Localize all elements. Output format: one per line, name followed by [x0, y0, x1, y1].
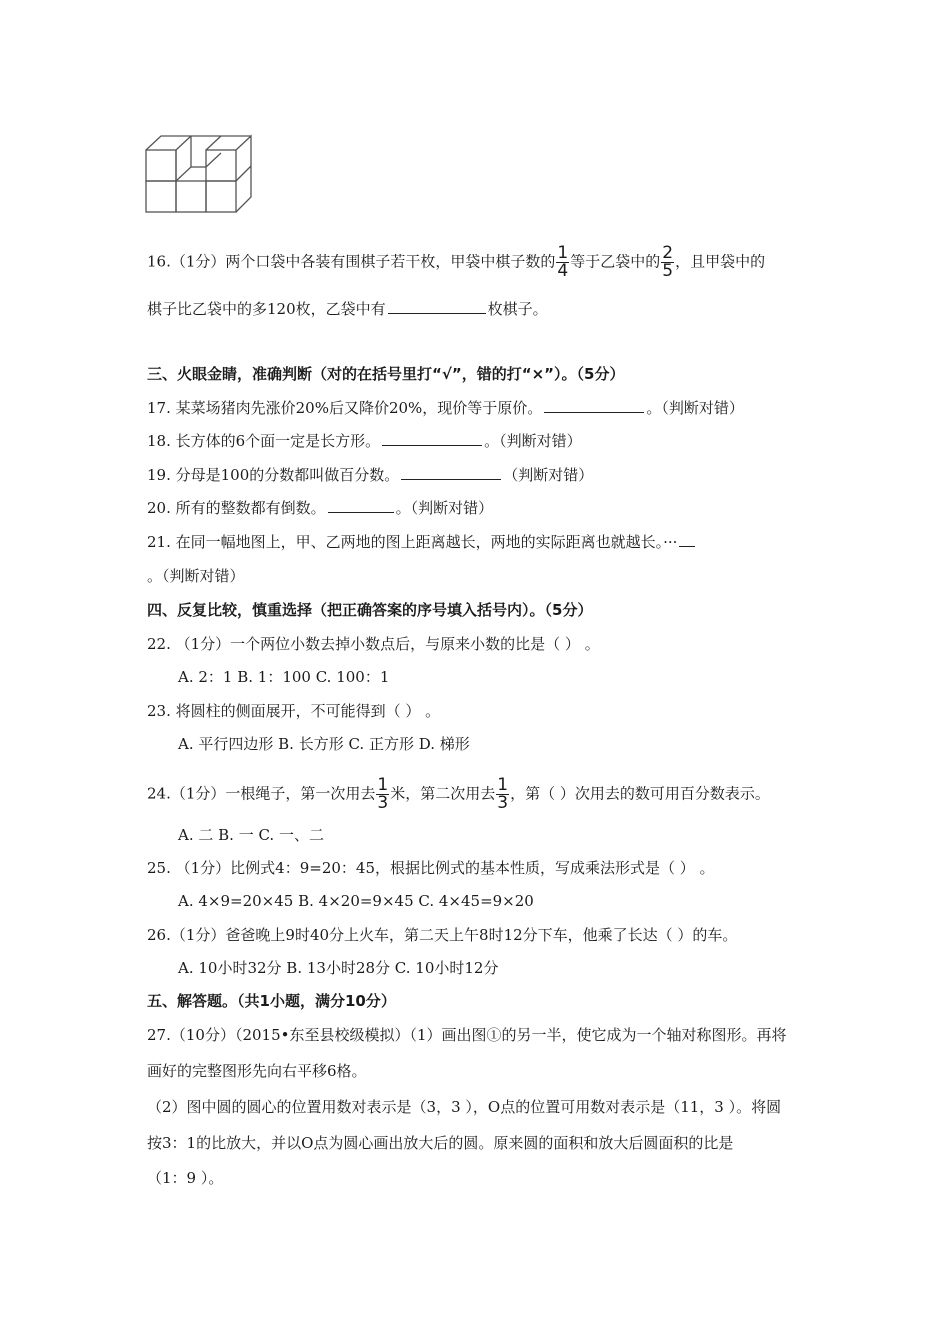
q16-text-e: 枚棋子。 [487, 300, 548, 318]
q19 [147, 464, 593, 485]
section-3-heading: 三、火眼金睛，准确判断（对的在括号里打“√”，错的打“×”）。（5分） [147, 365, 625, 383]
q20-text: 20. 所有的整数都有倒数。 [147, 499, 326, 517]
q21 [147, 531, 697, 552]
q18-text: 18. 长方体的6个面一定是长方形。 [147, 432, 381, 450]
q19-suffix: （判断对错） [503, 466, 594, 484]
q27-line4: 按3：1的比放大，并以O点为圆心画出放大后的圆。原来圆的面积和放大后圆面积的比是 [147, 1134, 734, 1152]
q27-line2: 画好的完整图形先向右平移6格。 [147, 1062, 367, 1080]
fraction-numerator: 2 [662, 243, 674, 263]
q22-options: A. 2：1 B. 1：100 C. 100：1 [178, 668, 390, 686]
q27-line5: （1：9 ）。 [147, 1169, 224, 1187]
answer-blank[interactable] [544, 397, 644, 413]
q16-text-b: 等于乙袋中的 [570, 252, 661, 271]
q23: 23. 将圆柱的侧面展开，不可能得到（ ） 。 [147, 702, 441, 720]
fraction-numerator: 1 [497, 775, 509, 795]
q21-suffix: 。（判断对错） [147, 567, 245, 585]
q26: 26.（1分）爸爸晚上9时40分上火车，第二天上午8时12分下车，他乘了长达（ ）的车。 [147, 926, 738, 944]
answer-blank[interactable] [328, 497, 394, 513]
fraction-denominator: 4 [557, 261, 569, 281]
q27-line3: （2）图中圆的圆心的位置用数对表示是（3，3 ），O点的位置可用数对表示是（11，3 ）。将圆 [147, 1098, 782, 1116]
fraction-denominator: 3 [497, 793, 509, 813]
fraction-denominator: 5 [662, 261, 674, 281]
q20-suffix: 。（判断对错） [395, 499, 494, 517]
q17 [147, 397, 744, 418]
fraction-one-third [496, 777, 509, 812]
q24-text-a: 24.（1分）一根绳子，第一次用去 [147, 784, 376, 803]
q17-text: 17. 某菜场猪肉先涨价20%后又降价20%，现价等于原价。 [147, 399, 543, 417]
q20 [147, 497, 493, 518]
q25: 25. （1分）比例式4：9=20：45，根据比例式的基本性质，写成乘法形式是（ ） 。 [147, 859, 715, 877]
q16-text-d: 棋子比乙袋中的多120枚，乙袋中有 [147, 300, 386, 318]
fraction-one-third [376, 777, 389, 812]
q22: 22. （1分）一个两位小数去掉小数点后，与原来小数的比是（ ） 。 [147, 635, 600, 653]
q16-text-a: 16.（1分）两个口袋中各装有围棋子若干枚，甲袋中棋子数的 [147, 252, 556, 271]
q16-line1 [147, 245, 765, 280]
q23-options: A. 平行四边形 B. 长方形 C. 正方形 D. 梯形 [178, 735, 470, 753]
q16-text-c: ，且甲袋中的 [675, 252, 766, 271]
section-4-heading: 四、反复比较，慎重选择（把正确答案的序号填入括号内）。（5分） [147, 601, 593, 619]
q27-line1: 27.（10分）（2015•东至县校级模拟）（1）画出图①的另一半，使它成为一个轴对称图形。再将 [147, 1026, 787, 1044]
fraction-denominator: 3 [377, 793, 389, 813]
q24 [147, 777, 770, 812]
q18 [147, 430, 582, 451]
fraction-one-quarter [556, 245, 569, 280]
q17-suffix: 。（判断对错） [646, 399, 744, 417]
q19-text: 19. 分母是100的分数都叫做百分数。 [147, 466, 400, 484]
cube-stack-figure [143, 133, 258, 215]
q16-line2 [147, 298, 548, 319]
answer-blank[interactable] [401, 464, 501, 480]
q18-suffix: 。（判断对错） [484, 432, 582, 450]
answer-blank[interactable] [388, 298, 486, 314]
section-5-heading: 五、解答题。（共1小题，满分10分） [147, 992, 396, 1010]
q24-text-c: ，第（ ）次用去的数可用百分数表示。 [510, 784, 770, 803]
q24-text-b: 米，第二次用去 [390, 784, 496, 803]
q21-text: 21. 在同一幅地图上，甲、乙两地的图上距离越长，两地的实际距离也就越长。··· [147, 533, 678, 551]
q25-options: A. 4×9=20×45 B. 4×20=9×45 C. 4×45=9×20 [178, 892, 534, 910]
q24-options: A. 二 B. 一 C. 一、二 [178, 826, 324, 844]
q26-options: A. 10小时32分 B. 13小时28分 C. 10小时12分 [178, 959, 499, 977]
fraction-two-fifths [661, 245, 674, 280]
answer-blank[interactable] [382, 430, 482, 446]
answer-blank[interactable] [679, 531, 695, 547]
fraction-numerator: 1 [377, 775, 389, 795]
fraction-numerator: 1 [557, 243, 569, 263]
